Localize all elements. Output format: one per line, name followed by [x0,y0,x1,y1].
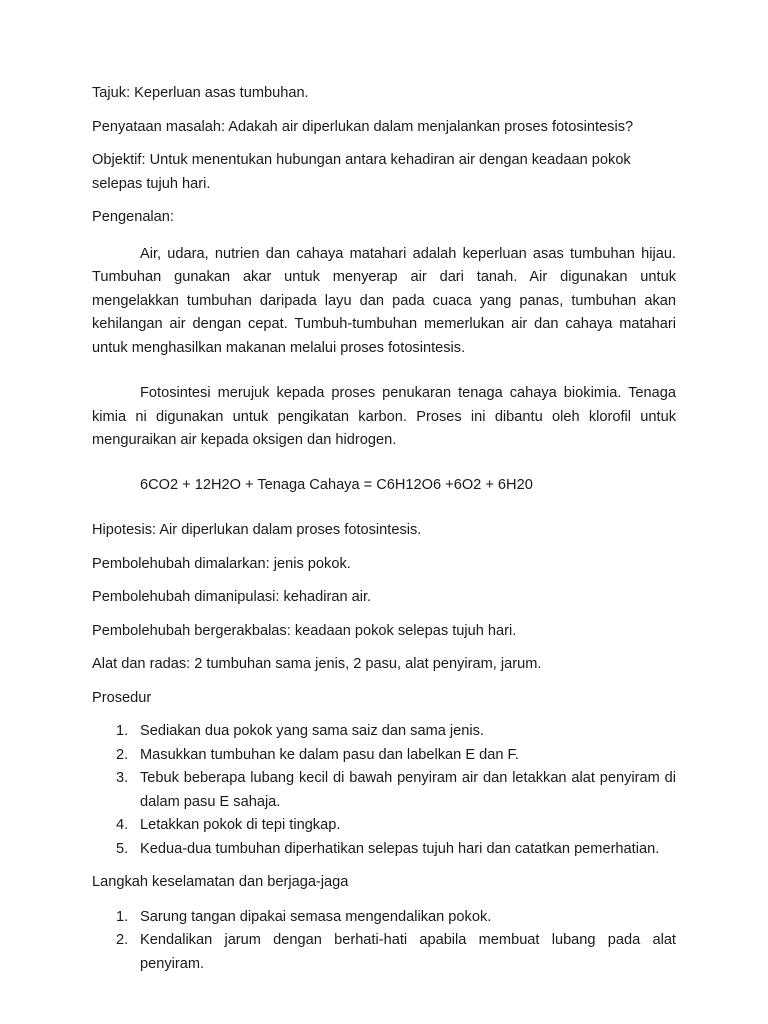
procedure-list [92,720,676,861]
controlled-variable: Pembolehubah dimalarkan: jenis pokok. [92,555,351,572]
list-number: 3. [116,770,129,786]
list-item [92,906,676,930]
list-number: 2. [116,932,129,948]
hypothesis: Hipotesis: Air diperlukan dalam proses fotosintesis. [92,522,422,538]
paragraph-spacer [92,360,676,382]
list-text: Tebuk beberapa lubang kecil di bawah penyiram air dan letakkan alat penyiram di dalam pasu E sahaja. [140,770,676,810]
responding-variable: Pembolehubah bergerakbalas: keadaan pokok selepas tujuh hari. [92,622,517,639]
list-item [92,838,676,862]
safety-list [92,906,676,977]
list-item [92,929,676,976]
list-item [92,720,676,744]
objective: Objektif: Untuk menentukan hubungan antara kehadiran air dengan keadaan pokok selepas tujuh hari. [92,152,631,192]
list-item [92,767,676,814]
list-text: Sarung tangan dipakai semasa mengendalikan pokok. [140,908,492,925]
list-item [92,814,676,838]
title-line: Tajuk: Keperluan asas tumbuhan. [92,85,309,101]
manipulated-variable: Pembolehubah dimanipulasi: kehadiran air. [92,589,372,605]
introduction-paragraph-1: Air, udara, nutrien dan cahaya matahari adalah keperluan asas tumbuhan hijau. Tumbuhan gunakan akar untuk menyerap air dari tanah. Air digunakan untuk mengelakkan tumbuhan daripada layu dan pada cuaca yang panas, tumbuhan akan kehilangan air dengan cepat. Tumbuh-tumbuhan memerlukan air dan cahaya matahari untuk menghasilkan makanan melalui proses fotosintesis. [92,245,676,356]
list-text: Kedua-dua tumbuhan diperhatikan selepas tujuh hari dan catatkan pemerhatian. [140,840,660,857]
document-page [92,82,676,986]
problem-statement: Penyataan masalah: Adakah air diperlukan dalam menjalankan proses fotosintesis? [92,118,634,135]
safety-heading: Langkah keselamatan dan berjaga-jaga [92,874,349,890]
introduction-paragraph-2: Fotosintesi merujuk kepada proses penukaran tenaga cahaya biokimia. Tenaga kimia ni digunakan untuk pengikatan karbon. Proses ini dibantu oleh klorofil untuk menguraikan air kepada oksigen dan hidrogen. [92,385,676,448]
procedure-heading: Prosedur [92,689,152,706]
photosynthesis-equation: 6CO2 + 12H2O + Tenaga Cahaya = C6H12O6 +6O2 + 6H20 [140,476,533,493]
list-number: 1. [116,723,129,739]
introduction-heading: Pengenalan: [92,209,174,225]
list-number: 2. [116,746,129,763]
list-item [92,744,676,768]
list-text: Kendalikan jarum dengan berhati-hati apabila membuat lubang pada alat penyiram. [140,932,676,972]
list-text: Masukkan tumbuhan ke dalam pasu dan labelkan E dan F. [140,746,519,763]
apparatus: Alat dan radas: 2 tumbuhan sama jenis, 2 pasu, alat penyiram, jarum. [92,656,542,672]
list-number: 1. [116,908,129,925]
list-number: 4. [116,817,129,833]
list-text: Letakkan pokok di tepi tingkap. [140,817,341,833]
list-number: 5. [116,840,129,857]
list-text: Sediakan dua pokok yang sama saiz dan sama jenis. [140,723,484,739]
